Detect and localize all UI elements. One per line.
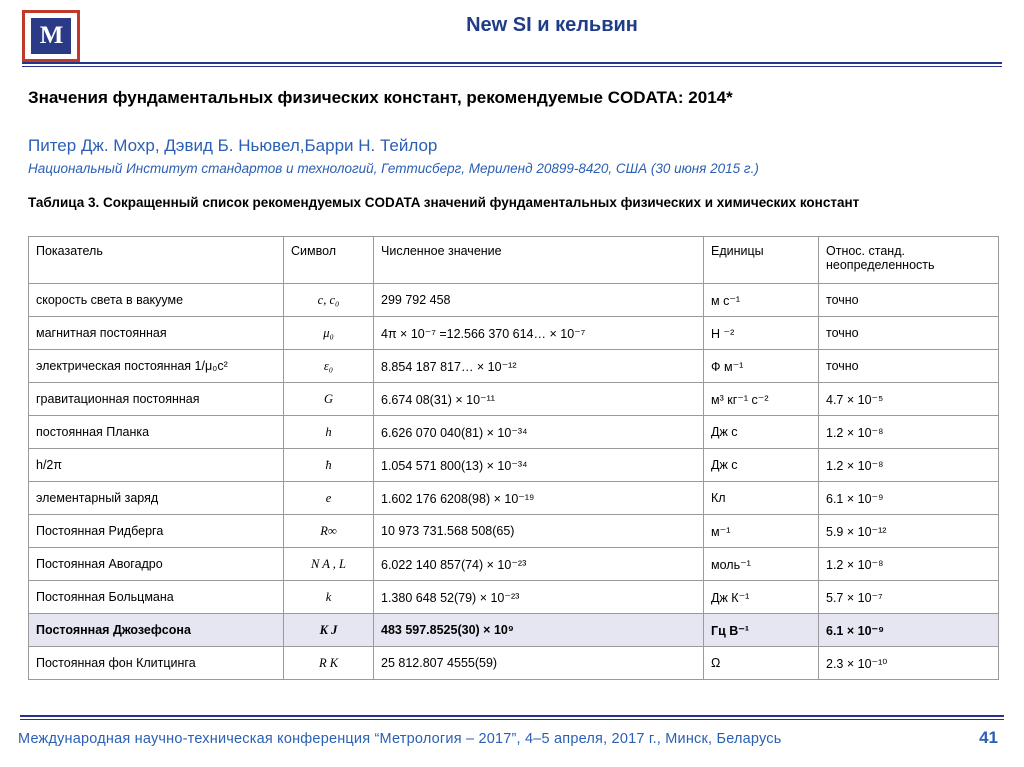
cell-value: 6.022 140 857(74) × 10⁻²³ [374, 548, 704, 581]
column-header-value: Численное значение [374, 237, 704, 284]
cell-name: электрическая постоянная 1/μ₀c² [29, 350, 284, 383]
cell-units: моль⁻¹ [704, 548, 819, 581]
cell-symbol: c, c₀ [284, 284, 374, 317]
cell-units: Ф м⁻¹ [704, 350, 819, 383]
cell-value: 1.602 176 6208(98) × 10⁻¹⁹ [374, 482, 704, 515]
cell-value: 483 597.8525(30) × 10⁹ [374, 614, 704, 647]
logo-letter: M [31, 18, 71, 54]
cell-uncertainty: 6.1 × 10⁻⁹ [819, 614, 999, 647]
slide-header [0, 0, 1024, 68]
cell-value: 10 973 731.568 508(65) [374, 515, 704, 548]
cell-uncertainty: 4.7 × 10⁻⁵ [819, 383, 999, 416]
table-row [29, 416, 999, 449]
authors-line: Питер Дж. Мохр, Дэвид Б. Ньювел,Барри Н. Тейлор [28, 136, 438, 155]
column-header-units: Единицы [704, 237, 819, 284]
column-header-uncertainty: Относ. станд. неопределенность [819, 237, 999, 284]
column-header-name: Показатель [29, 237, 284, 284]
table-caption: Таблица 3. Сокращенный список рекомендуемых CODATA значений фундаментальных физических и химических констант [28, 195, 860, 210]
cell-uncertainty: 1.2 × 10⁻⁸ [819, 416, 999, 449]
cell-name: магнитная постоянная [29, 317, 284, 350]
cell-name: Постоянная Больцмана [29, 581, 284, 614]
cell-symbol: e [284, 482, 374, 515]
cell-uncertainty: 6.1 × 10⁻⁹ [819, 482, 999, 515]
cell-units: м с⁻¹ [704, 284, 819, 317]
cell-symbol: K J [284, 614, 374, 647]
cell-value: 1.054 571 800(13) × 10⁻³⁴ [374, 449, 704, 482]
cell-name: Постоянная фон Клитцинга [29, 647, 284, 680]
cell-units: Ω [704, 647, 819, 680]
cell-name: Постоянная Джозефсона [29, 614, 284, 647]
cell-uncertainty: точно [819, 284, 999, 317]
cell-symbol: G [284, 383, 374, 416]
cell-units: Кл [704, 482, 819, 515]
cell-units: Дж с [704, 416, 819, 449]
footer-divider-thick [20, 715, 1004, 717]
cell-uncertainty: 1.2 × 10⁻⁸ [819, 449, 999, 482]
header-divider-thin [22, 66, 1002, 67]
table-row [29, 482, 999, 515]
cell-uncertainty: 5.7 × 10⁻⁷ [819, 581, 999, 614]
footer-divider [20, 715, 1004, 720]
table-row [29, 548, 999, 581]
slide-content [28, 80, 1000, 680]
cell-value: 299 792 458 [374, 284, 704, 317]
table-row [29, 647, 999, 680]
cell-value: 8.854 187 817… × 10⁻¹² [374, 350, 704, 383]
cell-units: Дж с [704, 449, 819, 482]
footer-conference-text: Международная научно-техническая конференция “Метрология – 2017”, 4–5 апреля, 2017 г., Минск, Беларусь [18, 731, 782, 747]
table-row [29, 581, 999, 614]
cell-symbol: R K [284, 647, 374, 680]
cell-symbol: μ₀ [284, 317, 374, 350]
cell-units: Дж К⁻¹ [704, 581, 819, 614]
header-divider [22, 62, 1002, 67]
constants-table [28, 236, 999, 680]
slide-subtitle: Значения фундаментальных физических констант, рекомендуемые CODATA: 2014* [28, 88, 733, 107]
slide-footer [0, 715, 1024, 767]
table-header-row [29, 237, 999, 284]
column-header-symbol: Символ [284, 237, 374, 284]
cell-uncertainty: 1.2 × 10⁻⁸ [819, 548, 999, 581]
table-row [29, 449, 999, 482]
cell-name: элементарный заряд [29, 482, 284, 515]
table-row [29, 614, 999, 647]
page-number: 41 [979, 728, 998, 747]
header-divider-thick [22, 62, 1002, 64]
cell-value: 25 812.807 4555(59) [374, 647, 704, 680]
cell-name: постоянная Планка [29, 416, 284, 449]
cell-name: h/2π [29, 449, 284, 482]
cell-symbol: ε₀ [284, 350, 374, 383]
footer-divider-thin [20, 719, 1004, 720]
cell-uncertainty: 5.9 × 10⁻¹² [819, 515, 999, 548]
cell-name: гравитационная постоянная [29, 383, 284, 416]
cell-symbol: R∞ [284, 515, 374, 548]
page-title: New SI и кельвин [466, 14, 638, 36]
cell-units: Гц В⁻¹ [704, 614, 819, 647]
table-row [29, 383, 999, 416]
cell-value: 4π × 10⁻⁷ =12.566 370 614… × 10⁻⁷ [374, 317, 704, 350]
cell-value: 6.674 08(31) × 10⁻¹¹ [374, 383, 704, 416]
cell-name: Постоянная Авогадро [29, 548, 284, 581]
cell-uncertainty: точно [819, 317, 999, 350]
cell-units: м⁻¹ [704, 515, 819, 548]
cell-units: Н ⁻² [704, 317, 819, 350]
cell-symbol: N A , L [284, 548, 374, 581]
cell-symbol: h [284, 416, 374, 449]
affiliation-line: Национальный Институт стандартов и технологий, Геттисберг, Мериленд 20899-8420, США (30 июня 2015 г.) [28, 161, 759, 176]
table-row [29, 284, 999, 317]
table-row [29, 317, 999, 350]
cell-uncertainty: точно [819, 350, 999, 383]
cell-units: м³ кг⁻¹ с⁻² [704, 383, 819, 416]
cell-uncertainty: 2.3 × 10⁻¹⁰ [819, 647, 999, 680]
cell-symbol: ħ [284, 449, 374, 482]
table-row [29, 515, 999, 548]
cell-value: 1.380 648 52(79) × 10⁻²³ [374, 581, 704, 614]
cell-symbol: k [284, 581, 374, 614]
cell-name: Постоянная Ридберга [29, 515, 284, 548]
cell-value: 6.626 070 040(81) × 10⁻³⁴ [374, 416, 704, 449]
cell-name: скорость света в вакууме [29, 284, 284, 317]
table-row [29, 350, 999, 383]
